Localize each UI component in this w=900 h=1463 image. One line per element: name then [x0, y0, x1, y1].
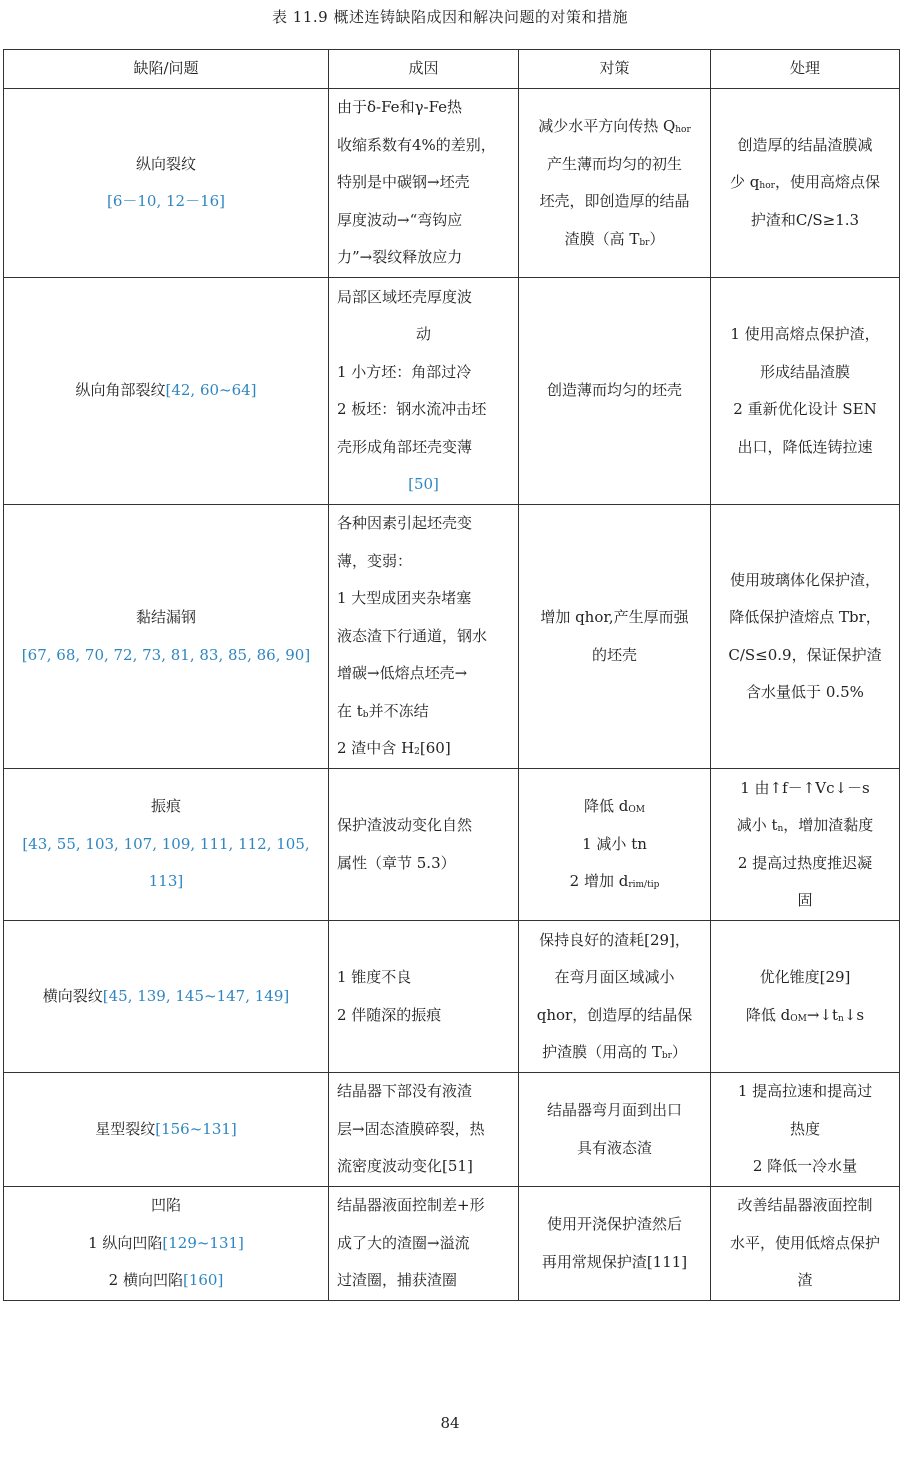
tr-sub: n: [777, 824, 784, 834]
cause-text: [60]: [419, 739, 451, 758]
countermeasure-cell: [519, 89, 711, 278]
cm-text: 渣膜（高 T: [564, 229, 640, 248]
countermeasure-cell: [519, 1073, 711, 1187]
tr-text: 优化锥度[29]: [759, 968, 851, 986]
defect-cell: [4, 1187, 329, 1301]
cm-sub: br: [661, 1051, 672, 1061]
tr-text: ，使用高熔点保: [774, 173, 880, 192]
cm-sub: OM: [628, 805, 645, 816]
cm-sub: rim/tip: [628, 880, 660, 891]
countermeasure-cell: 创造薄而均匀的坯壳: [519, 278, 711, 505]
table-row: [4, 769, 900, 921]
cause-line: 结晶器液面控制差+形: [337, 1196, 485, 1215]
defect-cell: [4, 921, 329, 1073]
treatment-cell: [711, 505, 900, 769]
cause-line: 属性（章节 5.3）: [337, 853, 456, 872]
cm-text: 增加 qhor,产生厚而强: [540, 608, 689, 626]
defect-cell: [4, 769, 329, 921]
tr-text: 水平，使用低熔点保护: [729, 1233, 880, 1252]
cm-sub: br: [639, 237, 650, 248]
defect-ref: [156~131]: [155, 1119, 237, 1138]
table-caption: 表 11.9 概述连铸缺陷成因和解决问题的对策和措施: [272, 8, 628, 26]
cause-line: 1 锥度不良: [337, 968, 412, 986]
tr-text: 1 使用高熔点保护渣，: [730, 325, 880, 343]
cause-cell: [329, 278, 519, 505]
tr-text: →↓t: [806, 1005, 839, 1024]
table-row: [4, 1187, 900, 1301]
defect-label: 凹陷: [150, 1196, 181, 1215]
sub-defect-ref: [129~131]: [162, 1233, 244, 1252]
cause-cell: [329, 89, 519, 278]
cause-line: 2 板坯：钢水流冲击坯: [337, 400, 487, 418]
cause-text: 2 渣中含 H: [337, 739, 415, 758]
cm-text: 具有液态渣: [576, 1138, 652, 1157]
tr-text: 护渣和C/S≥1.3: [750, 210, 860, 229]
cause-line: 1 小方坯：角部过冷: [337, 362, 472, 381]
tr-text: 热度: [789, 1119, 820, 1138]
header-countermeasure: 对策: [519, 50, 711, 89]
defect-label: 黏结漏钢: [135, 608, 196, 626]
cause-line: 保护渣波动变化自然: [337, 816, 473, 834]
cause-sub: 2: [414, 747, 420, 758]
defect-label: 纵向角部裂纹: [75, 381, 166, 400]
tr-sub: hor: [759, 181, 775, 192]
cause-line: 力”→裂纹释放应力: [337, 248, 463, 267]
cause-line: 增碳→低熔点坯壳→: [337, 664, 468, 683]
defect-cell: [4, 278, 329, 505]
countermeasure-cell: [519, 1187, 711, 1301]
header-cause: 成因: [329, 50, 519, 89]
treatment-cell: [711, 1187, 900, 1301]
cm-text: 减少水平方向传热 Q: [538, 117, 676, 135]
defect-label: 纵向裂纹: [135, 154, 196, 173]
cause-line: 液态渣下行通道，钢水: [337, 626, 488, 645]
cm-text: 保持良好的渣耗[29]，: [539, 930, 690, 949]
defect-ref: [43, 55, 103, 107, 109, 111, 112, 105, 113]: [22, 834, 310, 891]
defect-label: 星型裂纹: [95, 1119, 156, 1138]
tr-text: 创造厚的结晶渣膜减: [737, 135, 873, 154]
cause-line: 由于δ-Fe和γ-Fe热: [337, 98, 463, 117]
cause-line: 流密度波动变化[51]: [337, 1157, 473, 1176]
cause-line: 2 伴随深的振痕: [337, 1005, 442, 1024]
cause-ref: [50]: [408, 475, 439, 493]
cm-text: 坯壳，即创造厚的结晶: [539, 192, 690, 210]
defect-cell: [4, 1073, 329, 1187]
cause-line: 层→固态渣膜碎裂，热: [337, 1119, 485, 1138]
countermeasure-cell: [519, 505, 711, 769]
tr-text: 1 提高拉速和提高过: [737, 1082, 873, 1101]
tr-text: 少 q: [730, 173, 760, 192]
cause-line: 收缩系数有4%的差别，: [337, 135, 496, 154]
cause-line: 局部区域坯壳厚度波: [337, 287, 473, 306]
cause-line: 结晶器下部没有液渣: [337, 1082, 473, 1101]
tr-text: 降低 d: [745, 1005, 791, 1024]
cause-line: 成了大的渣圈→溢流: [337, 1233, 470, 1252]
table-row: [4, 505, 900, 769]
treatment-cell: [711, 1073, 900, 1187]
cause-cell: [329, 505, 519, 769]
tr-text: C/S≤0.9，保证保护渣: [728, 645, 882, 664]
tr-text: 2 降低一冷水量: [752, 1157, 858, 1176]
header-treatment: 处理: [711, 50, 900, 89]
table-row: [4, 278, 900, 505]
table-row: [4, 921, 900, 1073]
defect-ref: [42, 60~64]: [165, 381, 257, 400]
cause-cell: [329, 921, 519, 1073]
tr-text: 固: [797, 891, 813, 909]
tr-text: 渣: [797, 1271, 813, 1290]
tr-text: 2 提高过热度推迟凝: [737, 853, 873, 872]
table-row: [4, 89, 900, 278]
cause-line: 壳形成角部坯壳变薄: [337, 437, 473, 456]
page-number: 84: [440, 1414, 460, 1432]
cm-text: 产生薄而均匀的初生: [546, 154, 682, 173]
defect-ref: [67, 68, 70, 72, 73, 81, 83, 85, 86, 90]: [21, 645, 311, 664]
defect-label: 振痕: [150, 797, 181, 816]
cm-text: qhor，创造厚的结晶保: [536, 1005, 693, 1024]
cm-text: ）: [671, 1043, 687, 1061]
treatment-cell: [711, 769, 900, 921]
cause-line: 厚度波动→“弯钩应: [337, 210, 463, 229]
cm-text: 再用常规保护渣[111]: [541, 1252, 688, 1271]
cause-cell: [329, 1187, 519, 1301]
tr-text: 1 由↑f－↑Vc↓－s: [740, 778, 870, 797]
cm-sub: hor: [675, 125, 691, 135]
tr-text: 使用玻璃体化保护渣，: [729, 570, 880, 589]
header-defect: 缺陷/问题: [4, 50, 329, 89]
cm-text: 护渣膜（用高的 T: [542, 1043, 662, 1061]
sub-defect-label: 2 横向凹陷: [108, 1271, 183, 1290]
cm-text: 使用开浇保护渣然后: [546, 1215, 682, 1233]
cause-cell: [329, 769, 519, 921]
cm-text: 结晶器弯月面到出口: [546, 1101, 682, 1119]
sub-defect-ref: [160]: [182, 1271, 224, 1290]
countermeasure-cell: [519, 921, 711, 1073]
table-row: [4, 1073, 900, 1187]
tr-text: 减小 t: [736, 816, 778, 834]
defect-ref: [6－10, 12－16]: [106, 192, 226, 210]
tr-text: 降低保护渣熔点 Tbr，: [729, 608, 881, 626]
cause-line: 薄，变弱：: [337, 551, 413, 570]
tr-text: 出口，降低连铸拉速: [737, 437, 873, 456]
sub-defect-label: 1 纵向凹陷: [88, 1233, 163, 1252]
cause-line: 特别是中碳钢→坯壳: [337, 173, 470, 192]
defect-label: 横向裂纹: [42, 986, 103, 1005]
cm-text: 在弯月面区域减小: [554, 968, 675, 986]
cm-text: 2 增加 d: [569, 872, 629, 891]
tr-text: 形成结晶渣膜: [759, 362, 850, 381]
cause-line: 过渣圈，捕获渣圈: [337, 1271, 458, 1290]
table-header-row: [4, 50, 900, 89]
treatment-cell: [711, 278, 900, 505]
defects-table: [3, 49, 900, 1301]
cause-text: 在 t: [337, 701, 363, 720]
defect-ref: [45, 139, 145~147, 149]: [102, 986, 290, 1005]
cause-line: 动: [415, 325, 431, 343]
cause-text: 并不冻结: [368, 701, 429, 720]
cause-line: 各种因素引起坯壳变: [337, 514, 473, 533]
tr-text: 改善结晶器液面控制: [737, 1196, 873, 1215]
tr-sub: n: [838, 1013, 844, 1024]
cause-sub: b: [362, 709, 369, 720]
tr-text: 含水量低于 0.5%: [746, 683, 864, 701]
cm-text: 1 减小 tn: [582, 834, 647, 853]
tr-text: ，增加渣黏度: [783, 816, 874, 834]
cm-text: 降低 d: [584, 797, 629, 816]
cm-text: 的坯壳: [591, 645, 637, 664]
treatment-cell: [711, 921, 900, 1073]
cause-cell: [329, 1073, 519, 1187]
defect-cell: [4, 505, 329, 769]
cause-line: 1 大型成团夹杂堵塞: [337, 589, 472, 608]
countermeasure-cell: [519, 769, 711, 921]
defect-cell: [4, 89, 329, 278]
treatment-cell: [711, 89, 900, 278]
tr-text: 2 重新优化设计 SEN: [733, 400, 877, 418]
tr-sub: OM: [790, 1013, 807, 1024]
tr-text: ↓s: [843, 1005, 865, 1024]
cm-text: ）: [649, 229, 665, 248]
